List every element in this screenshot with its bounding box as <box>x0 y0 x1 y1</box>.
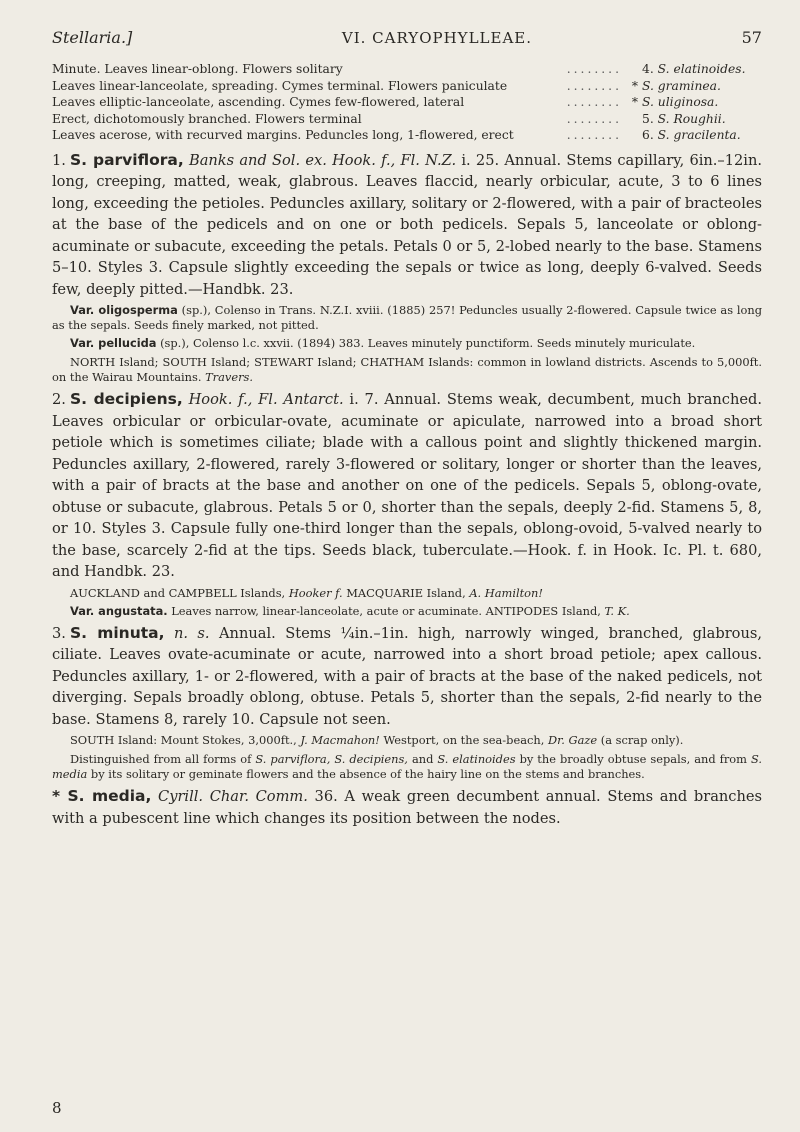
species-key <box>52 61 762 144</box>
key-row: Leaves acerose, with recurved margins. Peduncles long, 1-flowered, erect ........ 6. S. gracilenta. <box>52 128 741 142</box>
header-family: VI. CARYOPHYLLEAE. <box>341 29 533 47</box>
variety-oligosperma: Var. oligosperma (sp.), Colenso in Trans. N.Z.I. xviii. (1885) 257! Peduncles usually 2-flowered. Capsule twice as long as the sepals. Seeds finely marked, not pitted. <box>52 303 763 333</box>
page <box>52 28 762 829</box>
variety-angustata: Var. angustata. Leaves narrow, linear-lanceolate, acute or acuminate. ANTIPODES Island, T. K. <box>70 603 630 618</box>
header-genus: Stellaria.] <box>52 28 133 47</box>
species-entry-parviflora: 1. S. parviflora, Banks and Sol. ex. Hook. f., Fl. N.Z. i. 25. Annual. Stems capillary, 6in.–12in. long, creeping, matted, weak, glabrous. Leaves flaccid, nearly orbicular, acute, 3 to 6 lines long, exceeding the petioles. Peduncles axillary, solitary or 2-flowered, with a pair of bracteoles at the base of the pedicels and on one or both pedicels. Sepals 5, lanceolate or oblong-acuminate or subacute, exceeding the petals. Petals 0 or 5, 2-lobed nearly to the base. Stamens 5–10. Styles 3. Capsule slightly exceeding the sepals or twice as long, deeply 6-valved. Seeds few, deeply pitted.—Handbk. 23. <box>52 150 763 298</box>
species-entry-decipiens: 2. S. decipiens, Hook. f., Fl. Antarct. i. 7. Annual. Stems weak, decumbent, much branched. Leaves orbicular or orbicular-ovate, acuminate or apiculate, narrowed into a broad short petiole which is sometimes ciliate; blade with a callous point and slightly thickened margin. Peduncles axillary, 2-flowered, rarely 3-flowered or solitary, longer or shorter than the leaves, with a pair of bracts at the base and another on one of the pedicels. Sepals 5, oblong-ovate, obtuse or subacute, glabrous. Petals 5 or 0, shorter than the sepals, deeply 2-fid. Stamens 5, 8, or 10. Styles 3. Capsule fully one-third longer than the sepals, oblong-ovoid, 5-valved nearly to the base, scarcely 2-fid at the tips. Seeds black, tuberculate.—Hook. f. in Hook. Ic. Pl. t. 680, and Handbk. 23. <box>52 390 762 581</box>
signature-mark: 8 <box>52 1099 62 1117</box>
key-row: Minute. Leaves linear-oblong. Flowers solitary ........ 4. S. elatinoides. <box>52 62 746 76</box>
distribution-decipiens: AUCKLAND and CAMPBELL Islands, Hooker f. MACQUARIE Island, A. Hamilton! <box>70 585 543 600</box>
variety-pellucida: Var. pellucida (sp.), Colenso l.c. xxvii. (1894) 383. Leaves minutely punctiform. Seeds minutely muriculate. <box>70 336 696 351</box>
distribution-parviflora: NORTH Island; SOUTH Island; STEWART Island; CHATHAM Islands: common in lowland districts. Ascends to 5,000ft. on the Wairau Mountains. Travers. <box>52 354 762 384</box>
running-header <box>52 28 762 47</box>
key-row: Leaves linear-lanceolate, spreading. Cymes terminal. Flowers paniculate ........ * S. graminea. <box>52 78 721 93</box>
species-entry-media: * S. media, Cyrill. Char. Comm. 36. A weak green decumbent annual. Stems and branches with a pubescent line which changes its position between the nodes. <box>52 787 763 827</box>
species-entry-minuta: 3. S. minuta, n. s. Annual. Stems ¼in.–1in. high, narrowly winged, branched, glabrous, ciliate. Leaves ovate-acuminate or acute, narrowed into a short broad petiole; apex callous. Peduncles axillary, 1- or 2-flowered, with a pair of bracts at the base of the naked pedicels, not diverging. Sepals broadly oblong, obtuse. Petals 5, shorter than the sepals, 2-fid nearly to the base. Stamens 8, rarely 10. Capsule not seen. <box>52 623 762 728</box>
distribution-minuta: SOUTH Island: Mount Stokes, 3,000ft., J. Macmahon! Westport, on the sea-beach, Dr. Gaze (a scrap only). <box>70 733 684 748</box>
note-minuta: Distinguished from all forms of S. parviflora, S. decipiens, and S. elatinoides by the broadly obtuse sepals, and from S. media by its solitary or geminate flowers and the absence of the hairy line on the stems and branches. <box>52 751 763 781</box>
page-number: 57 <box>741 28 762 47</box>
key-row: Erect, dichotomously branched. Flowers terminal ........ 5. S. Roughii. <box>52 111 726 126</box>
key-row: Leaves elliptic-lanceolate, ascending. Cymes few-flowered, lateral ........ * S. uliginosa. <box>52 95 719 109</box>
